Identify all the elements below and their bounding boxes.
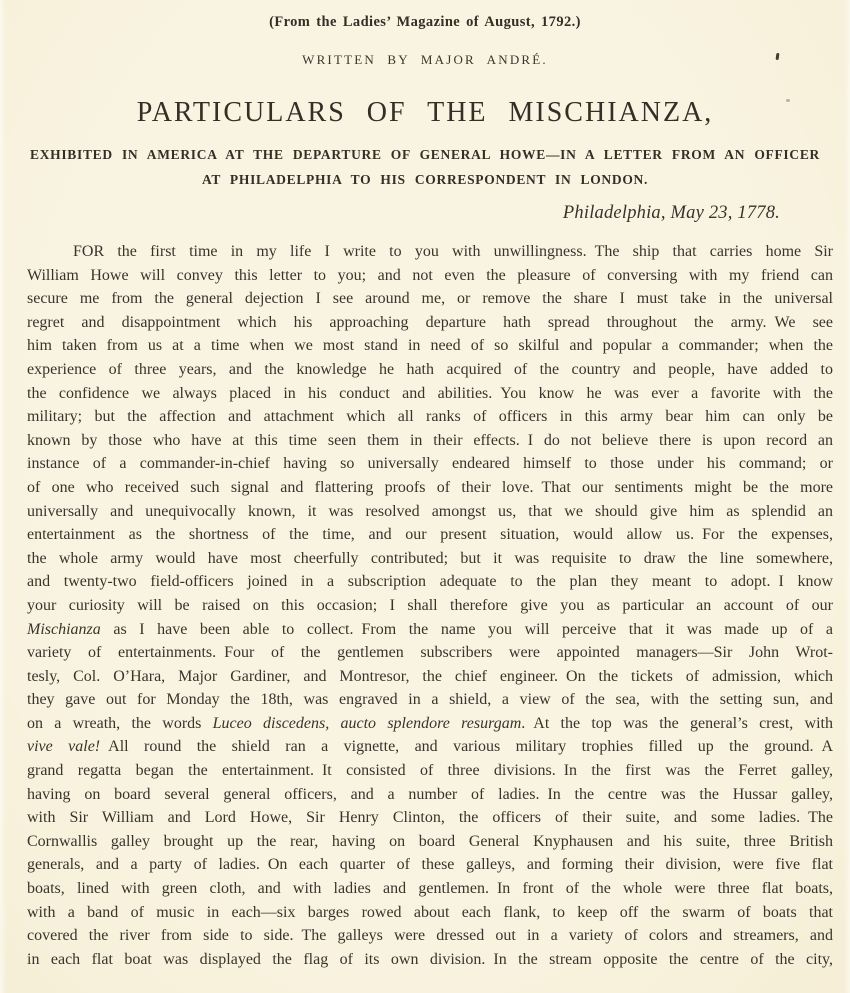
source-attribution: (From the Ladies’ Magazine of August, 1792.): [269, 14, 581, 30]
text-line: [27, 358, 833, 382]
text-line: [27, 405, 833, 429]
text-line: [27, 382, 833, 406]
text-line: [27, 806, 833, 830]
italic-text-segment: Luceo discedens, aucto splendore resurgam: [212, 714, 522, 732]
text-segment: entertainment as the shortness of the time, and our present situation, would allow us. For the expenses,: [27, 526, 833, 544]
text-line: [27, 452, 833, 476]
text-segment: generals, and a party of ladies. On each quarter of these galleys, and forming their division, were five flat: [27, 856, 833, 874]
text-line: [27, 570, 833, 594]
text-segment: instance of a commander-in-chief having so universally endeared himself to those under his command; or: [27, 455, 833, 473]
author-byline: WRITTEN BY MAJOR ANDRÉ.: [302, 52, 548, 67]
text-segment: with Sir William and Lord Howe, Sir Henry Clinton, the officers of their suite, and some ladies. The: [27, 809, 833, 827]
text-segment: grand regatta began the entertainment. It consisted of three divisions. In the first was the Ferret galley,: [27, 762, 833, 780]
text-segment: secure me from the general dejection I see around me, or remove the share I must take in the universal: [27, 290, 833, 308]
text-line: [27, 688, 833, 712]
text-line: [27, 240, 833, 264]
text-segment: on a wreath, the words: [27, 714, 213, 732]
italic-text-segment: Mischianza: [27, 620, 101, 638]
text-line: [27, 948, 833, 972]
text-segment: William Howe will convey this letter to you; and not even the pleasure of conversing with my friend can: [27, 266, 833, 284]
text-segment: covered the river from side to side. The galleys were dressed out in a variety of colors and streamers, and: [27, 927, 833, 945]
text-line: [27, 334, 833, 358]
text-segment: tesly, Col. O’Hara, Major Gardiner, and Montresor, the chief engineer. On the tickets of admission, which: [27, 667, 833, 685]
dateline: Philadelphia, May 23, 1778.: [562, 203, 780, 223]
text-segment: experience of three years, and the knowledge he hath acquired of the country and people, have added to: [27, 360, 833, 378]
text-line: [27, 287, 833, 311]
text-line: [27, 264, 833, 288]
text-line: [27, 618, 833, 642]
text-line: [27, 759, 833, 783]
text-segment: Cornwallis galley brought up the rear, having on board General Knyphausen and his suite, three British: [27, 832, 833, 850]
text-segment: having on board several general officers, and a number of ladies. In the centre was the Hussar galley,: [27, 785, 833, 803]
text-line: [27, 429, 833, 453]
text-line: [27, 901, 833, 925]
body-text: [27, 240, 833, 971]
text-segment: him taken from us at a time when we most stand in need of so skilful and popular a commander; when the: [27, 337, 833, 355]
text-line: [27, 641, 833, 665]
text-segment: the whole army would have most cheerfully contributed; but it was requisite to draw the line somewhere,: [27, 549, 833, 567]
text-line: [27, 665, 833, 689]
subtitle: [30, 142, 820, 192]
text-line: [27, 712, 833, 736]
text-segment: All round the shield ran a vignette, and various military trophies filled up the ground. A: [100, 738, 833, 756]
text-line: [27, 523, 833, 547]
text-segment: known by those who have at this time seen them in their effects. I do not believe there is upon record an: [27, 431, 833, 449]
page-edge-right: [844, 0, 850, 993]
text-line: [27, 594, 833, 618]
text-line: [27, 476, 833, 500]
text-segment: of one who received such signal and flattering proofs of their love. That our sentiments might be the more: [27, 478, 833, 496]
text-segment: boats, lined with green cloth, and with ladies and gentlemen. In front of the whole were three flat boats,: [27, 880, 833, 898]
text-segment: military; but the affection and attachment which all ranks of officers in this army bear him can only be: [27, 408, 833, 426]
text-segment: FOR the first time in my life I write to you with unwillingness. The ship that carries home Sir: [73, 243, 833, 260]
subtitle-line-1: EXHIBITED IN AMERICA AT THE DEPARTURE OF GENERAL HOWE—IN A LETTER FROM AN OFFICER: [30, 147, 820, 162]
text-segment: the confidence we always placed in his conduct and abilities. You know he was ever a favorite with the: [27, 384, 833, 402]
page-edge-left: [0, 0, 6, 993]
ink-speck: [786, 99, 790, 102]
text-line: [27, 924, 833, 948]
text-line: [27, 853, 833, 877]
text-segment: regret and disappointment which his approaching departure hath spread throughout the army. We see: [27, 313, 833, 331]
text-segment: . At the top was the general’s crest, with: [521, 714, 833, 732]
text-line: [27, 735, 833, 759]
text-segment: they gave out for Monday the 18th, was engraved in a shield, a view of the sea, with the setting sun, and: [27, 691, 833, 709]
text-segment: variety of entertainments. Four of the gentlemen subscribers were appointed managers—Sir John Wrot-: [27, 644, 833, 662]
page-title: PARTICULARS OF THE MISCHIANZA,: [136, 97, 714, 128]
text-segment: and twenty-two field-officers joined in a subscription adequate to the plan they meant to adopt. I know: [27, 573, 833, 591]
italic-text-segment: vive vale!: [27, 738, 101, 756]
text-segment: universally and unequivocally known, it was resolved amongst us, that we should give him as splendid an: [27, 502, 833, 520]
text-segment: with a band of music in each—six barges rowed about each flank, to keep off the swarm of boats that: [27, 903, 833, 921]
text-segment: your curiosity will be raised on this occasion; I shall therefore give you as particular an account of our: [27, 596, 833, 614]
text-line: [27, 783, 833, 807]
text-segment: as I have been able to collect. From the name you will perceive that it was made up of a: [100, 620, 833, 638]
text-line: [27, 877, 833, 901]
text-line: [27, 830, 833, 854]
text-line: [27, 500, 833, 524]
text-segment: in each flat boat was displayed the flag of its own division. In the stream opposite the centre of the city,: [27, 950, 833, 968]
text-line: [27, 311, 833, 335]
subtitle-line-2: AT PHILADELPHIA TO HIS CORRESPONDENT IN LONDON.: [201, 172, 649, 187]
text-line: [27, 547, 833, 571]
